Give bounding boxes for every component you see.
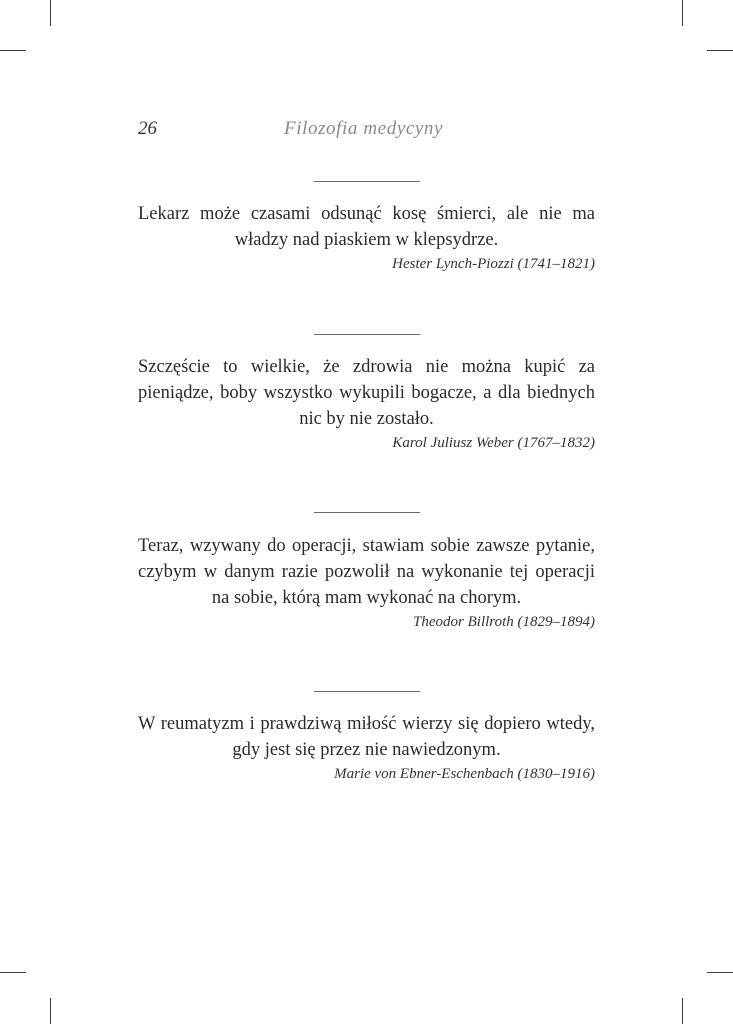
crop-mark-left-bottom bbox=[0, 972, 26, 973]
quote-block bbox=[138, 334, 595, 452]
section-divider bbox=[314, 691, 420, 692]
quote-text: W reumatyzm i prawdziwą miłość wierzy się dopiero wtedy, gdy jest się przez nie nawiedzonym. bbox=[138, 714, 595, 760]
quote-attribution: Marie von Ebner-Eschenbach (1830–1916) bbox=[334, 766, 595, 782]
crop-mark-bottom-left bbox=[50, 998, 51, 1024]
quote-text: Szczęście to wielkie, że zdrowia nie można kupić za pieniądze, boby wszystko wykupili bogacze, a dla biednych nic by nie zostało. bbox=[138, 357, 595, 429]
running-title: Filozofia medycyny bbox=[284, 118, 444, 139]
quote-attribution: Theodor Billroth (1829–1894) bbox=[413, 614, 595, 630]
quote-text: Teraz, wzywany do operacji, stawiam sobie zawsze pytanie, czybym w danym razie pozwolił na wykonanie tej operacji na sobie, którą mam wykonać na chorym. bbox=[138, 536, 595, 608]
quote-attribution: Hester Lynch-Piozzi (1741–1821) bbox=[392, 256, 595, 272]
crop-mark-bottom-right bbox=[682, 998, 683, 1024]
page-number: 26 bbox=[138, 118, 157, 139]
section-divider bbox=[314, 334, 420, 335]
running-header bbox=[138, 118, 594, 146]
section-divider bbox=[314, 181, 420, 182]
quote-block bbox=[138, 181, 595, 273]
crop-mark-top-right bbox=[682, 0, 683, 26]
quote-block bbox=[138, 512, 595, 631]
crop-mark-left-top bbox=[0, 50, 26, 51]
section-divider bbox=[314, 512, 420, 513]
crop-mark-right-top bbox=[707, 50, 733, 51]
quote-block bbox=[138, 691, 595, 783]
crop-mark-right-bottom bbox=[707, 972, 733, 973]
quote-attribution: Karol Juliusz Weber (1767–1832) bbox=[392, 435, 595, 451]
quote-text: Lekarz może czasami odsunąć kosę śmierci, ale nie ma władzy nad piaskiem w klepsydrze. bbox=[138, 204, 595, 250]
crop-mark-top-left bbox=[50, 0, 51, 26]
